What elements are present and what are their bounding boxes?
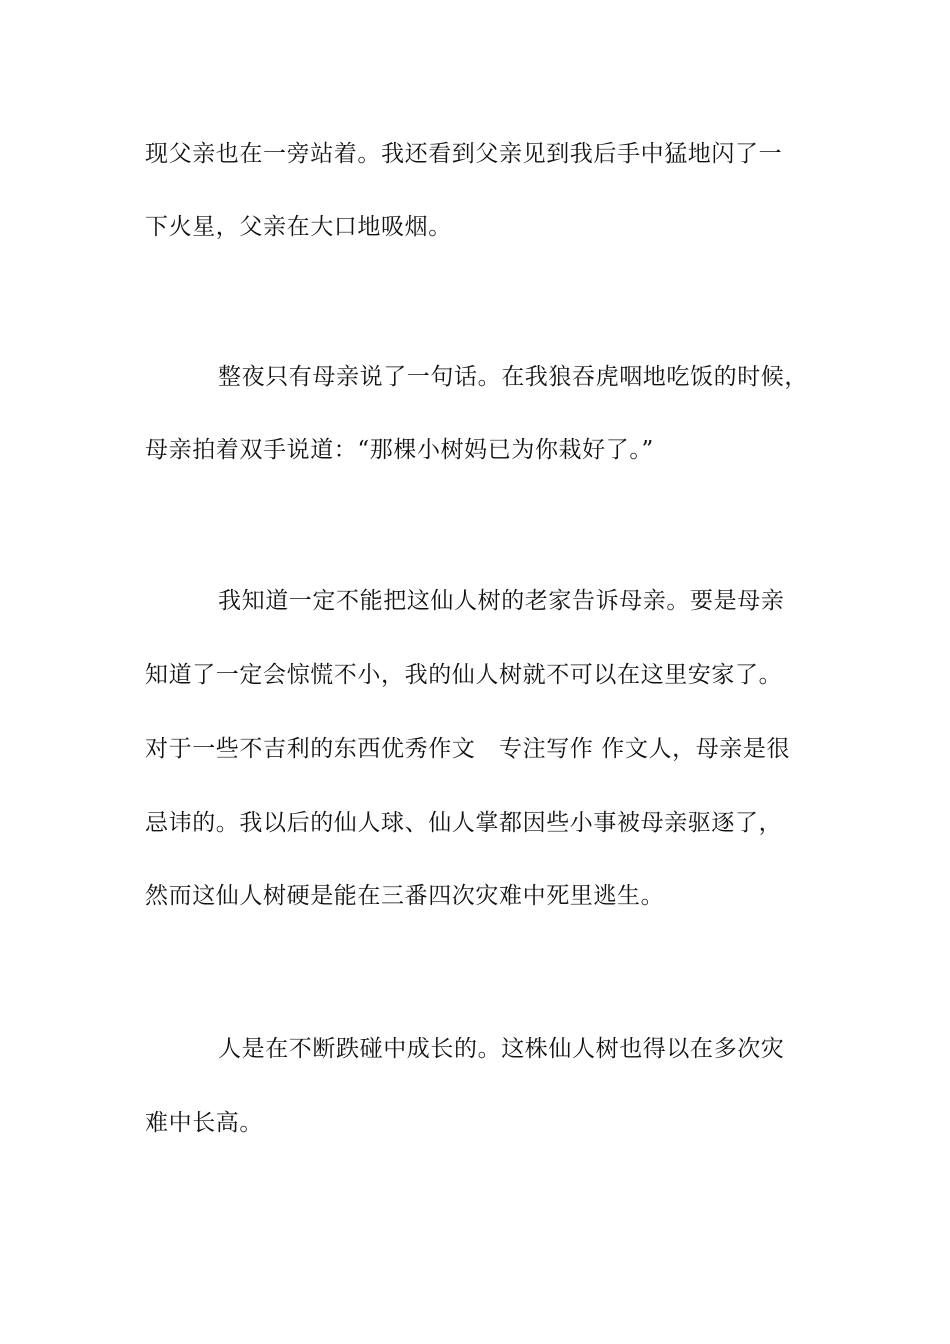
paragraph-2-line-2: 母亲拍着双手说道：“那棵小树妈已为你栽好了。” bbox=[145, 437, 654, 463]
paragraph-1-line-2: 下火星，父亲在大口地吸烟。 bbox=[145, 214, 452, 240]
paragraph-1-line-1: 现父亲也在一旁站着。我还看到父亲见到我后手中猛地闪了一 bbox=[145, 141, 783, 167]
paragraph-3-line-5: 然而这仙人树硬是能在三番四次灾难中死里逃生。 bbox=[145, 883, 665, 909]
paragraph-3-line-4: 忌讳的。我以后的仙人球、仙人掌都因些小事被母亲驱逐了， bbox=[145, 810, 783, 836]
paragraph-4-line-1: 人是在不断跌碰中成长的。这株仙人树也得以在多次灾 bbox=[218, 1036, 785, 1062]
paragraph-3-line-1: 我知道一定不能把这仙人树的老家告诉母亲。要是母亲 bbox=[218, 588, 785, 614]
paragraph-2-line-1: 整夜只有母亲说了一句话。在我狼吞虎咽地吃饭的时候， bbox=[218, 364, 808, 390]
paragraph-3-line-3: 对于一些不吉利的东西优秀作文 专注写作 作文人，母亲是很 bbox=[145, 736, 791, 762]
paragraph-3-line-2: 知道了一定会惊慌不小，我的仙人树就不可以在这里安家了。 bbox=[145, 662, 783, 688]
paragraph-4-line-2: 难中长高。 bbox=[145, 1110, 263, 1136]
